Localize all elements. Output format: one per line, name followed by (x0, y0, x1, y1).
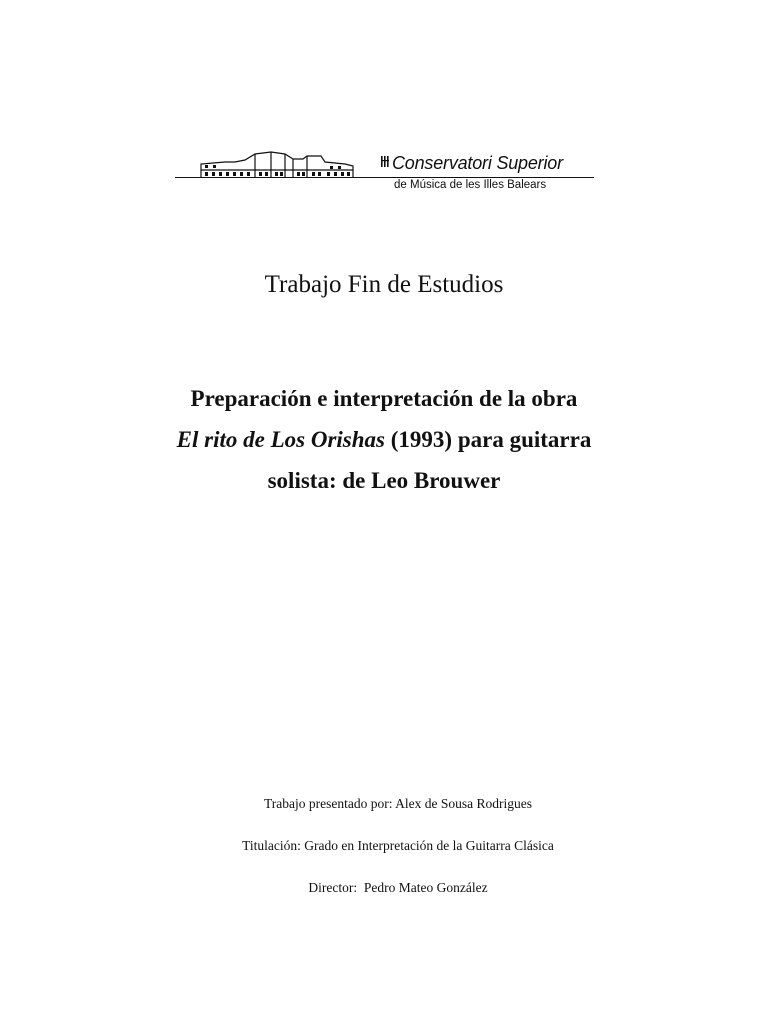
director-line (14, 880, 768, 896)
title-line-2 (0, 419, 768, 460)
title-line-2-rest: (1993) para guitarra (385, 427, 592, 452)
balearic-emblem-icon (381, 156, 389, 167)
conservatory-logo (175, 150, 595, 195)
degree-name: Grado en Interpretación de la Guitarra Clásica (304, 838, 554, 853)
director-label: Director: (308, 880, 358, 895)
logo-name: Conservatori Superior (392, 153, 563, 173)
degree-line (14, 838, 768, 854)
author-label: Trabajo presentado por: (264, 796, 393, 811)
degree-label: Titulación: (242, 838, 301, 853)
logo-rule (175, 177, 594, 178)
work-title: El rito de Los Orishas (176, 427, 385, 452)
author-line (14, 796, 768, 812)
document-type: Trabajo Fin de Estudios (264, 271, 504, 298)
logo-subtitle: de Música de les Illes Balears (394, 179, 547, 191)
thesis-title (0, 378, 768, 501)
author-name: Alex de Sousa Rodrigues (395, 796, 532, 811)
title-line-1: Preparación e interpretación de la obra (190, 386, 578, 411)
title-line-3: solista: de Leo Brouwer (267, 468, 501, 493)
director-name: Pedro Mateo González (363, 880, 488, 895)
